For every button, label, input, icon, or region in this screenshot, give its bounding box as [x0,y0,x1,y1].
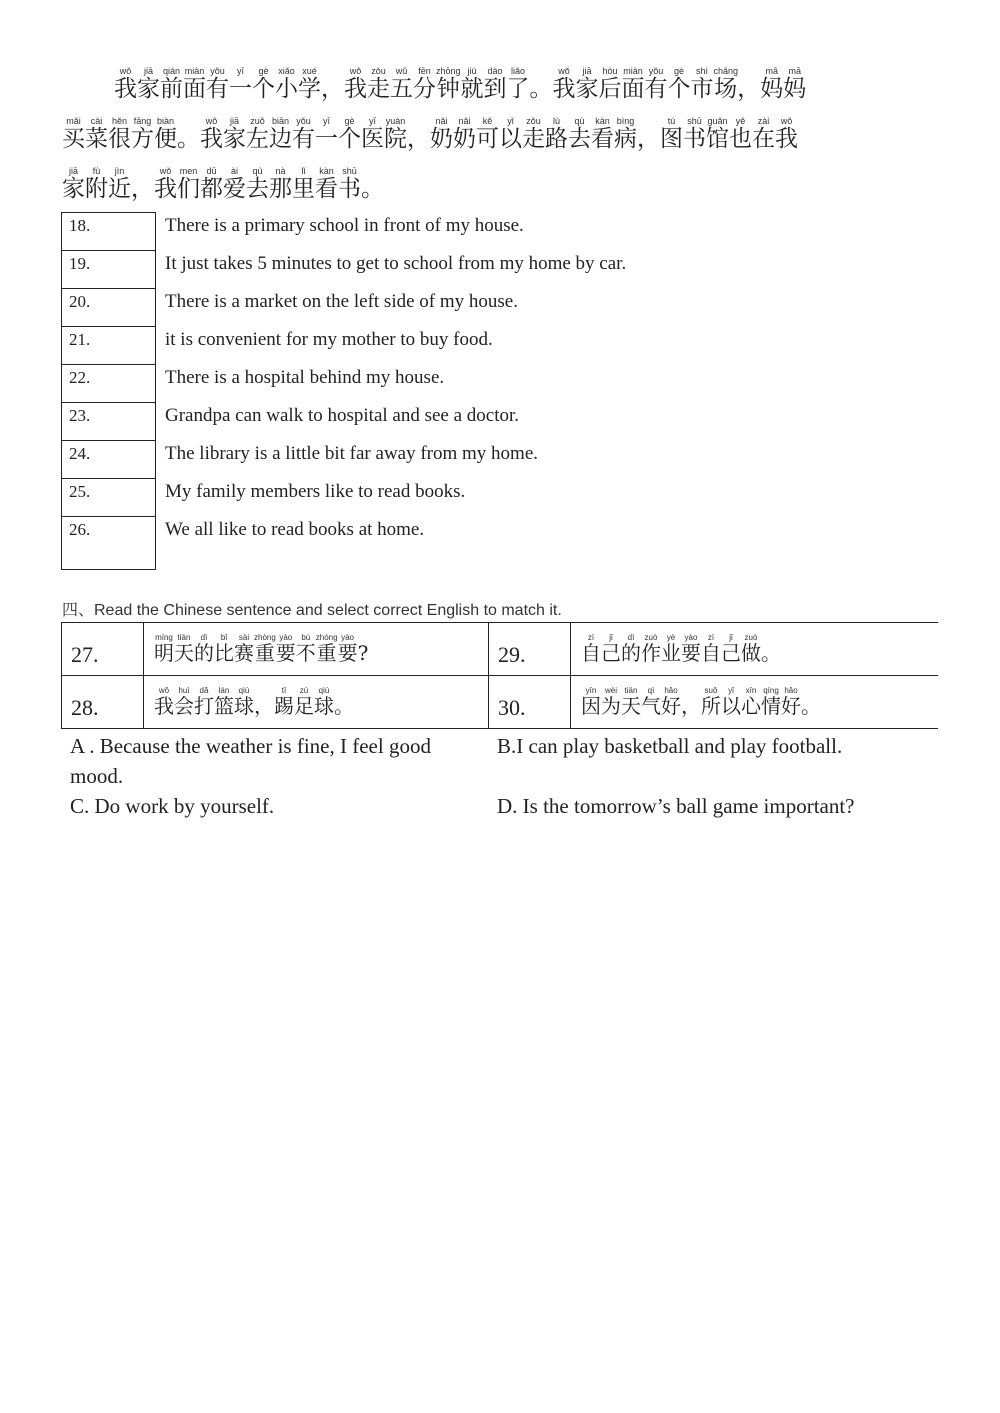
question-number: 19. [69,254,91,273]
table-row [62,289,856,327]
hanzi-with-pinyin: 路lù [545,116,568,152]
punctuation: 。 [334,693,354,718]
pinyin: yīn [581,685,601,695]
hanzi-with-pinyin: 不bù [295,632,316,665]
hanzi-with-pinyin: 的dì [621,632,641,665]
hanzi-with-pinyin: 图tú [660,116,683,152]
hanzi-with-pinyin: 自zì [581,632,601,665]
statement: There is a market on the left side of my house. [165,290,518,312]
pinyin: xué [298,66,321,76]
chinese-sentence [571,623,938,676]
pinyin: sài [234,632,254,642]
hanzi-with-pinyin: 己jǐ [601,632,621,665]
hanzi-with-pinyin: 明míng [154,632,174,665]
hanzi-with-pinyin: 们men [177,166,200,202]
hanzi-with-pinyin: 赛sài [234,632,254,665]
chinese-sentence [571,676,938,729]
pinyin: zì [701,632,721,642]
pinyin: xīn [741,685,761,695]
hanzi-with-pinyin: 因yīn [581,685,601,718]
hanzi-with-pinyin: 后hòu [598,66,622,102]
pinyin: yǒu [292,116,315,126]
hanzi-with-pinyin: 病bìng [614,116,637,152]
statement: There is a primary school in front of my house. [165,214,524,236]
pinyin: gè [667,66,691,76]
hanzi-with-pinyin: 妈mā [783,66,807,102]
hanzi-with-pinyin: 重zhòng [254,632,276,665]
hanzi-with-pinyin: 前qián [160,66,183,102]
hanzi-with-pinyin: 足zú [294,685,314,718]
hanzi-with-pinyin: 院yuàn [384,116,407,152]
pinyin: zuò [741,632,761,642]
pinyin: lǐ [292,166,315,176]
punctuation: ， [737,76,761,102]
answer-box[interactable] [62,327,156,365]
hanzi-with-pinyin: 好hǎo [781,685,801,718]
hanzi-with-pinyin: 我wǒ [200,116,223,152]
pinyin: yī [361,116,384,126]
pinyin: mā [760,66,784,76]
hanzi-with-pinyin: 为wèi [601,685,621,718]
true-false-table [61,212,856,570]
section-heading: 四、Read the Chinese sentence and select correct English to match it. [62,602,562,619]
pinyin: cài [85,116,108,126]
pinyin: jǐ [601,632,621,642]
pinyin: jiā [62,166,85,176]
pinyin: jiā [575,66,599,76]
pinyin: biān [269,116,292,126]
hanzi-with-pinyin: 以yǐ [499,116,522,152]
hanzi-with-pinyin: 可kě [476,116,499,152]
pinyin: bù [295,632,316,642]
hanzi-with-pinyin: 我wǒ [154,166,177,202]
hanzi-with-pinyin: 篮lán [214,685,234,718]
punctuation: ， [254,693,274,718]
passage-line [62,114,942,164]
pinyin: bǐ [214,632,234,642]
pinyin: xiǎo [275,66,298,76]
pinyin: jiā [223,116,246,126]
hanzi-with-pinyin: 那nà [269,166,292,202]
pinyin: yào [275,632,296,642]
table-row [62,365,856,403]
pinyin: wǒ [200,116,223,126]
question-number: 26. [69,520,91,539]
passage-line [62,164,942,214]
option-c: C. Do work by yourself. [70,794,275,818]
hanzi-with-pinyin: 业yè [661,632,681,665]
pinyin: men [177,166,200,176]
pinyin: zuò [641,632,661,642]
hanzi-with-pinyin: 菜cài [85,116,108,152]
pinyin: bìng [614,116,637,126]
statement: Grandpa can walk to hospital and see a doctor. [165,404,520,426]
pinyin: guǎn [706,116,729,126]
pinyin: yǒu [206,66,229,76]
passage-line [62,64,942,114]
hanzi-with-pinyin: 作zuò [641,632,661,665]
pinyin: wǔ [390,66,413,76]
pinyin: qù [246,166,269,176]
hanzi-with-pinyin: 个gè [338,116,361,152]
question-number: 22. [69,368,91,387]
answer-box[interactable] [62,289,156,327]
pinyin: zhòng [315,632,338,642]
option-b: B.I can play basketball and play football. [497,734,843,758]
hanzi-with-pinyin: 家jiā [575,66,599,102]
hanzi-with-pinyin: 也yě [729,116,752,152]
hanzi-with-pinyin: 面miàn [183,66,206,102]
pinyin: wǒ [114,66,137,76]
hanzi-with-pinyin: 里lǐ [292,166,315,202]
hanzi-with-pinyin: 去qù [568,116,591,152]
pinyin: yǒu [644,66,668,76]
pinyin: chǎng [713,66,739,76]
pinyin: wǒ [775,116,798,126]
question-number: 18. [69,216,91,235]
statement: My family members like to read books. [165,480,466,502]
hanzi-with-pinyin: 要yào [681,632,701,665]
table-row [62,479,856,517]
hanzi-with-pinyin: 很hěn [108,116,131,152]
hanzi-with-pinyin: 方fāng [131,116,154,152]
pinyin: mā [783,66,807,76]
pinyin: shì [690,66,714,76]
hanzi-with-pinyin: 一yī [229,66,252,102]
hanzi-with-pinyin: 重zhòng [315,632,338,665]
hanzi-with-pinyin: 左zuǒ [246,116,269,152]
pinyin: shū [338,166,361,176]
chinese-sentence [144,623,489,676]
option-d: D. Is the tomorrow’s ball game important? [497,794,855,818]
pinyin: wǒ [154,685,174,695]
hanzi-with-pinyin: 球qiú [314,685,334,718]
punctuation: ? [357,640,369,665]
pinyin: biàn [154,116,177,126]
hanzi-with-pinyin: 面miàn [621,66,645,102]
pinyin: lán [214,685,234,695]
pinyin: zǒu [522,116,545,126]
pinyin: lù [545,116,568,126]
pinyin: zài [752,116,775,126]
hanzi-with-pinyin: 会huì [174,685,194,718]
hanzi-with-pinyin: 去qù [246,166,269,202]
hanzi-with-pinyin: 学xué [298,66,321,102]
hanzi-with-pinyin: 心xīn [741,685,761,718]
pinyin: jǐ [721,632,741,642]
hanzi-with-pinyin: 小xiǎo [275,66,298,102]
pinyin: yào [337,632,358,642]
hanzi-with-pinyin: 分fēn [413,66,436,102]
pinyin: tiān [174,632,194,642]
table-row [62,441,856,479]
answer-box[interactable] [489,623,571,676]
punctuation: 。 [177,126,200,152]
question-number: 24. [69,444,91,463]
hanzi-with-pinyin: 看kàn [315,166,338,202]
pinyin: zǒu [367,66,390,76]
hanzi-with-pinyin: 走zǒu [522,116,545,152]
statement: it is convenient for my mother to buy food. [165,328,493,350]
pinyin: fāng [131,116,154,126]
pinyin: nǎi [453,116,476,126]
hanzi-with-pinyin: 爱ài [223,166,246,202]
pinyin: tī [274,685,294,695]
pinyin: liǎo [506,66,530,76]
table-row [62,676,938,729]
answer-box[interactable] [489,676,571,729]
pinyin: shū [683,116,706,126]
answer-box[interactable] [62,441,156,479]
hanzi-with-pinyin: 钟zhōng [436,66,461,102]
pinyin: wèi [601,685,621,695]
pinyin: suǒ [701,685,721,695]
pinyin: ài [223,166,246,176]
hanzi-with-pinyin: 情qíng [761,685,781,718]
hanzi-with-pinyin: 要yào [337,632,358,665]
hanzi-with-pinyin: 边biān [269,116,292,152]
pinyin: hěn [108,116,131,126]
hanzi-with-pinyin: 以yǐ [721,685,741,718]
pinyin: míng [154,632,174,642]
question-number: 27. [71,642,99,667]
table-row [62,623,938,676]
pinyin: jìn [108,166,131,176]
hanzi-with-pinyin: 就jiù [460,66,484,102]
pinyin: tiān [621,685,641,695]
hanzi-with-pinyin: 书shū [338,166,361,202]
pinyin: qì [641,685,661,695]
hanzi-with-pinyin: 馆guǎn [706,116,729,152]
hanzi-with-pinyin: 有yǒu [206,66,229,102]
hanzi-with-pinyin: 要yào [275,632,296,665]
pinyin: zú [294,685,314,695]
pinyin: tú [660,116,683,126]
hanzi-with-pinyin: 一yī [315,116,338,152]
hanzi-with-pinyin: 我wǒ [154,685,174,718]
hanzi-with-pinyin: 的dì [194,632,214,665]
pinyin: fù [85,166,108,176]
pinyin: dū [200,166,223,176]
question-number: 28. [71,695,99,720]
hanzi-with-pinyin: 我wǒ [114,66,137,102]
hanzi-with-pinyin: 好hǎo [661,685,681,718]
answer-box[interactable] [62,623,144,676]
pinyin: miàn [621,66,645,76]
pinyin: dǎ [194,685,214,695]
answer-box[interactable] [62,479,156,517]
pinyin: jiā [137,66,160,76]
option-a: A . Because the weather is fine, I feel good mood. [70,734,431,788]
hanzi-with-pinyin: 市shì [690,66,714,102]
table-row [62,517,856,570]
statement: The library is a little bit far away from my home. [165,442,539,464]
answer-box[interactable] [62,676,144,729]
pinyin: hǎo [661,685,681,695]
hanzi-with-pinyin: 我wǒ [344,66,367,102]
hanzi-with-pinyin: 家jiā [62,166,85,202]
question-number: 30. [498,695,526,720]
hanzi-with-pinyin: 在zài [752,116,775,152]
pinyin: dào [483,66,507,76]
pinyin: yī [229,66,252,76]
pinyin: yǐ [499,116,522,126]
pinyin: miàn [183,66,206,76]
pinyin: kě [476,116,499,126]
table-row [62,403,856,441]
punctuation: ， [637,126,660,152]
pinyin: yè [661,632,681,642]
hanzi-with-pinyin: 场chǎng [713,66,739,102]
pinyin: qù [568,116,591,126]
pinyin: zhòng [254,632,276,642]
pinyin: yī [315,116,338,126]
hanzi-with-pinyin: 个gè [252,66,275,102]
hanzi-with-pinyin: 买mǎi [62,116,85,152]
pinyin: hòu [598,66,622,76]
question-number: 29. [498,642,526,667]
hanzi-with-pinyin: 便biàn [154,116,177,152]
pinyin: yě [729,116,752,126]
table-row [62,251,856,289]
hanzi-with-pinyin: 妈mā [760,66,784,102]
pinyin: qiú [234,685,254,695]
punctuation: ， [321,76,344,102]
hanzi-with-pinyin: 我wǒ [775,116,798,152]
answer-box[interactable] [62,251,156,289]
hanzi-with-pinyin: 己jǐ [721,632,741,665]
pinyin: zì [581,632,601,642]
hanzi-with-pinyin: 五wǔ [390,66,413,102]
pinyin: huì [174,685,194,695]
answer-box[interactable] [62,517,156,570]
pinyin: gè [338,116,361,126]
punctuation: ， [407,126,430,152]
pinyin: qiú [314,685,334,695]
question-number: 23. [69,406,91,425]
hanzi-with-pinyin: 所suǒ [701,685,721,718]
pinyin: mǎi [62,116,85,126]
pinyin: wǒ [344,66,367,76]
hanzi-with-pinyin: 自zì [701,632,721,665]
hanzi-with-pinyin: 打dǎ [194,685,214,718]
hanzi-with-pinyin: 了liǎo [506,66,530,102]
pinyin: wǒ [552,66,576,76]
pinyin: fēn [413,66,436,76]
hanzi-with-pinyin: 有yǒu [644,66,668,102]
question-number: 21. [69,330,91,349]
question-number: 25. [69,482,91,501]
pinyin: kàn [315,166,338,176]
hanzi-with-pinyin: 到dào [483,66,507,102]
punctuation: ， [681,693,701,718]
hanzi-with-pinyin: 气qì [641,685,661,718]
hanzi-with-pinyin: 看kàn [591,116,614,152]
matching-table [61,622,938,729]
pinyin: qíng [761,685,781,695]
pinyin: nǎi [430,116,453,126]
pinyin: gè [252,66,275,76]
pinyin: zhōng [436,66,461,76]
pinyin: jiù [460,66,484,76]
pinyin: yào [681,632,701,642]
hanzi-with-pinyin: 医yī [361,116,384,152]
chinese-sentence [144,676,489,729]
hanzi-with-pinyin: 做zuò [741,632,761,665]
punctuation: 。 [361,176,384,202]
hanzi-with-pinyin: 天tiān [621,685,641,718]
punctuation: 。 [529,76,553,102]
hanzi-with-pinyin: 书shū [683,116,706,152]
hanzi-with-pinyin: 附fù [85,166,108,202]
hanzi-with-pinyin: 有yǒu [292,116,315,152]
pinyin: qián [160,66,183,76]
table-row [62,327,856,365]
hanzi-with-pinyin: 天tiān [174,632,194,665]
hanzi-with-pinyin: 个gè [667,66,691,102]
pinyin: dì [194,632,214,642]
punctuation: ， [131,176,154,202]
hanzi-with-pinyin: 家jiā [223,116,246,152]
statement: There is a hospital behind my house. [165,366,445,388]
hanzi-with-pinyin: 球qiú [234,685,254,718]
pinyin: kàn [591,116,614,126]
answer-box[interactable] [62,213,156,251]
hanzi-with-pinyin: 走zǒu [367,66,390,102]
question-number: 20. [69,292,91,311]
hanzi-with-pinyin: 我wǒ [552,66,576,102]
chinese-passage [62,64,942,214]
pinyin: hǎo [781,685,801,695]
pinyin: yuàn [384,116,407,126]
punctuation: 。 [801,693,821,718]
hanzi-with-pinyin: 比bǐ [214,632,234,665]
statement: We all like to read books at home. [165,518,425,540]
answer-box[interactable] [62,403,156,441]
hanzi-with-pinyin: 近jìn [108,166,131,202]
table-row [62,213,856,251]
pinyin: dì [621,632,641,642]
hanzi-with-pinyin: 奶nǎi [453,116,476,152]
answer-box[interactable] [62,365,156,403]
hanzi-with-pinyin: 奶nǎi [430,116,453,152]
hanzi-with-pinyin: 踢tī [274,685,294,718]
pinyin: zuǒ [246,116,269,126]
pinyin: yǐ [721,685,741,695]
statement: It just takes 5 minutes to get to school from my home by car. [165,252,627,274]
pinyin: wǒ [154,166,177,176]
hanzi-with-pinyin: 都dū [200,166,223,202]
hanzi-with-pinyin: 家jiā [137,66,160,102]
punctuation: 。 [761,640,781,665]
pinyin: nà [269,166,292,176]
